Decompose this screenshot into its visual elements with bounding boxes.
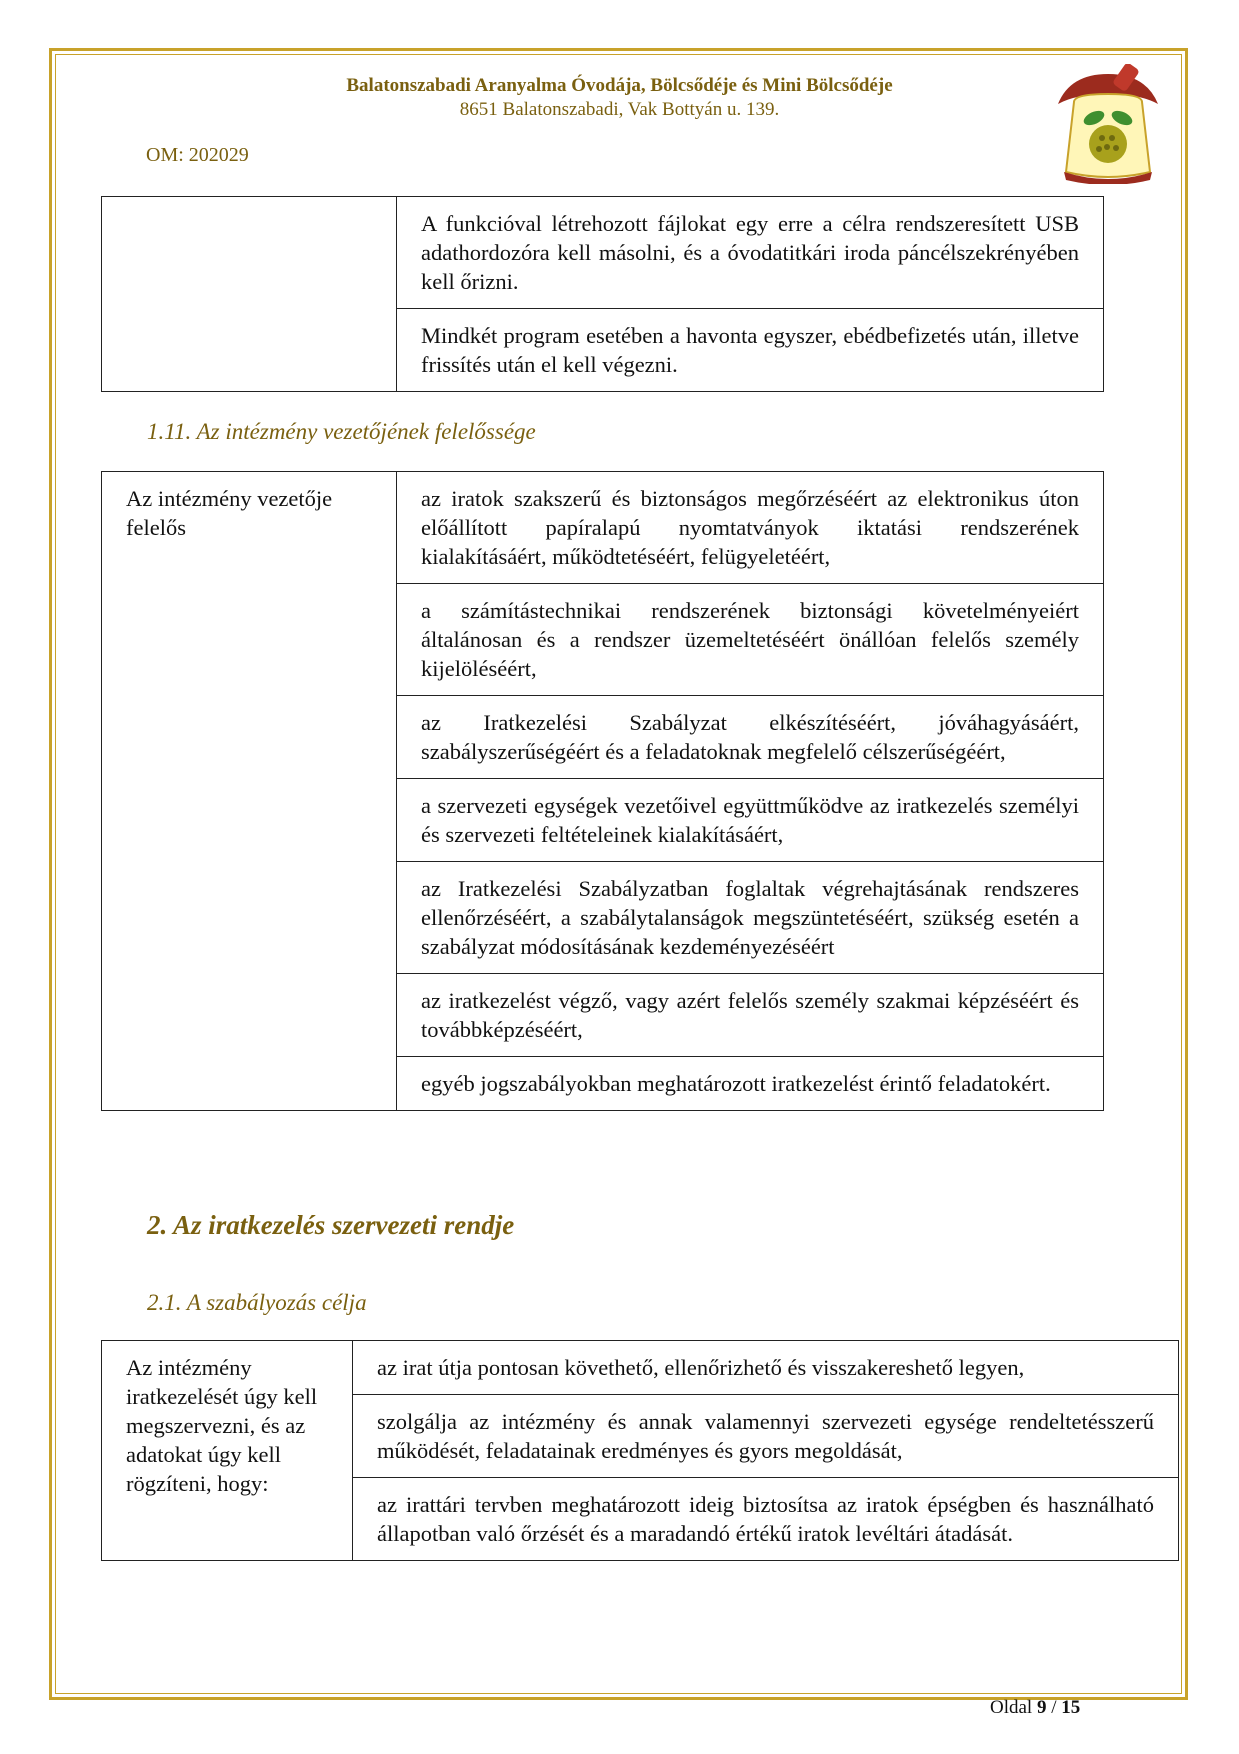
- page-total: 15: [1061, 1697, 1081, 1718]
- table-left-cell: Az intézmény iratkezelését úgy kell megszervezni, és az adatokat úgy kell rögzíteni, hogy:: [102, 1341, 353, 1561]
- table-cell: A funkcióval létrehozott fájlokat egy erre a célra rendszeresített USB adathordozóra kell másolni, és a óvodatitkári iroda páncélszekrényében kell őrizni.: [397, 197, 1104, 309]
- table-cell: az iratkezelést végző, vagy azért felelős személy szakmai képzéséért és továbbképzéséért,: [397, 974, 1104, 1057]
- table-row: [102, 197, 1104, 309]
- responsibility-table: [101, 471, 1104, 1111]
- table-cell: az Iratkezelési Szabályzat elkészítéséért, jóváhagyásáért, szabályszerűségéért és a feladatoknak megfelelő célszerűségéért,: [397, 696, 1104, 779]
- empty-left-cell: [102, 197, 397, 392]
- table-row: [102, 472, 1104, 584]
- continuation-table: [101, 196, 1104, 392]
- table-cell: az Iratkezelési Szabályzatban foglaltak végrehajtásának rendszeres ellenőrzéséért, a szabálytalanságok megszüntetéséért, szükség esetén a szabályzat módosításának kezdeményezéséért: [397, 862, 1104, 974]
- table-cell: szolgálja az intézmény és annak valamennyi szervezeti egysége rendeltetésszerű működését, feladatainak eredményes és gyors megoldását,: [353, 1395, 1179, 1478]
- table-left-cell: Az intézmény vezetője felelős: [102, 472, 397, 1111]
- purpose-table: [101, 1340, 1179, 1561]
- table-cell: a számítástechnikai rendszerének biztonsági követelményeiért általánosan és a rendszer üzemeltetéséért önállóan felelős személy kijelöléséért,: [397, 584, 1104, 696]
- table-cell: Mindkét program esetében a havonta egyszer, ebédbefizetés után, illetve frissítés után el kell végezni.: [397, 309, 1104, 392]
- page-current: 9: [1036, 1697, 1047, 1718]
- om-number: OM: 202029: [146, 144, 249, 166]
- institution-address: 8651 Balatonszabadi, Vak Bottyán u. 139.: [459, 99, 780, 120]
- section-heading-2: 2. Az iratkezelés szervezeti rendje: [147, 1210, 515, 1240]
- apple-bell-logo: [1050, 64, 1165, 184]
- table-row: [102, 1341, 1179, 1395]
- page-number: [990, 1697, 1080, 1719]
- section-heading-2-1: 2.1. A szabályozás célja: [147, 1290, 367, 1315]
- institution-name: Balatonszabadi Aranyalma Óvodája, Bölcsődéje és Mini Bölcsődéje: [346, 75, 893, 96]
- section-heading-1-11: 1.11. Az intézmény vezetőjének felelőssége: [147, 419, 536, 444]
- table-cell: az iratok szakszerű és biztonságos megőrzéséért az elektronikus úton előállított papíralapú nyomtatványok iktatási rendszerének kialakításáért, működtetéséért, felügyeletéért,: [397, 472, 1104, 584]
- page-label: Oldal: [990, 1697, 1033, 1718]
- table-cell: a szervezeti egységek vezetőivel együttműködve az iratkezelés személyi és szervezeti feltételeinek kialakításáért,: [397, 779, 1104, 862]
- table-cell: egyéb jogszabályokban meghatározott iratkezelést érintő feladatokért.: [397, 1057, 1104, 1111]
- page-separator: /: [1051, 1697, 1057, 1718]
- table-cell: az irattári tervben meghatározott ideig biztosítsa az iratok épségben és használható állapotban való őrzését és a maradandó értékű iratok levéltári átadását.: [353, 1478, 1179, 1561]
- table-cell: az irat útja pontosan követhető, ellenőrizhető és visszakereshető legyen,: [353, 1341, 1179, 1395]
